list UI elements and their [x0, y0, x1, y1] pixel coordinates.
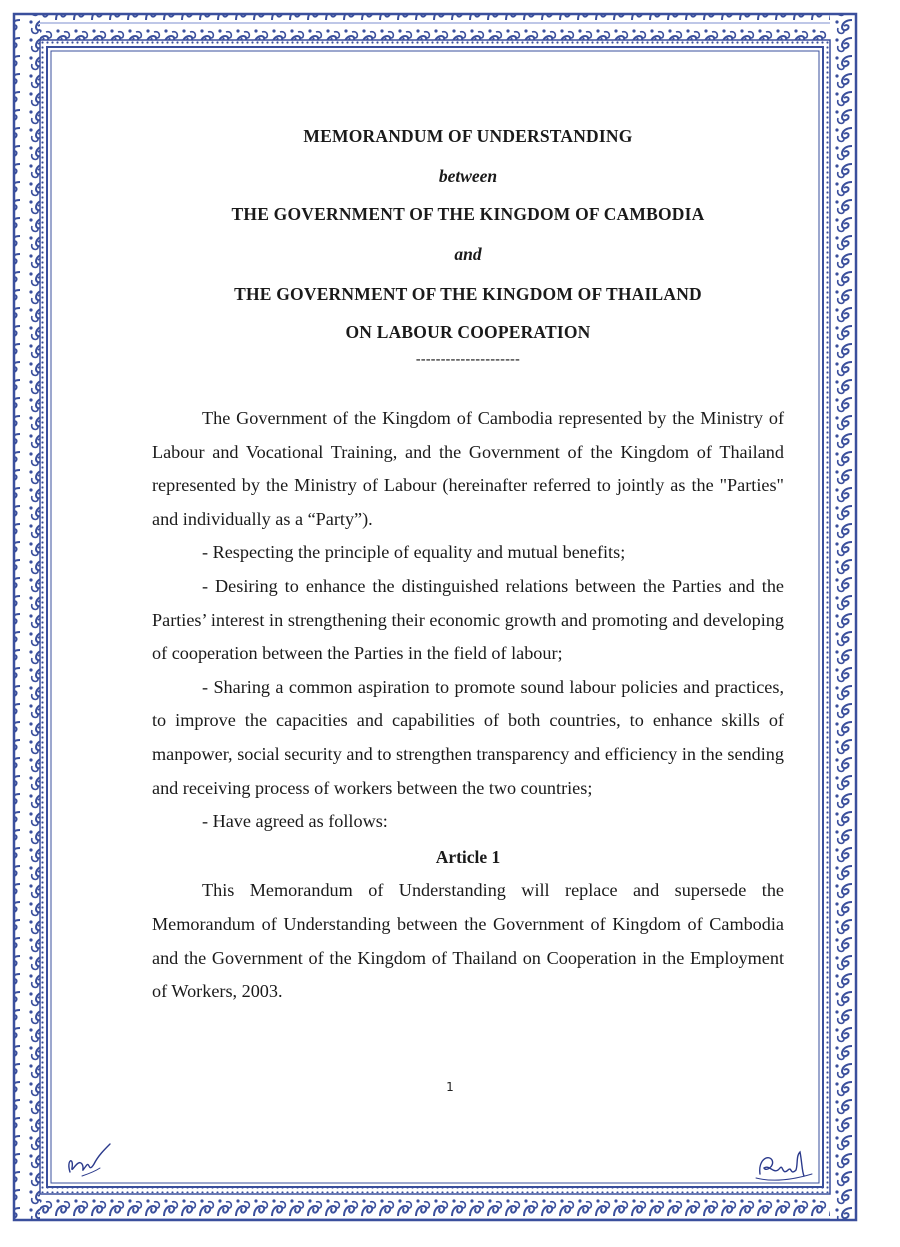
- recital-agreed: - Have agreed as follows:: [202, 811, 388, 832]
- title-cambodia: THE GOVERNMENT OF THE KINGDOM OF CAMBODIA: [231, 204, 705, 224]
- recital-aspiration: - Sharing a common aspiration to promote sound labour policies and practices, to improve the capacities and capabilities of both countries, to enhance skills of manpower, social security and to strengthen transparency and efficiency in the sending and receiving process of workers between the two countries;: [152, 676, 784, 798]
- title-rule: ---------------------: [415, 352, 521, 367]
- right-initials-signature: [752, 1142, 818, 1184]
- left-initials-signature: [60, 1138, 120, 1180]
- article-text: This Memorandum of Understanding will replace and supersede the Memorandum of Understanding between the Government of Kingdom of Cambodia and the Government of the Kingdom of Thailand on Cooperation in the Employment of Workers, 2003.: [152, 880, 784, 1002]
- page-number: 1: [446, 1080, 454, 1094]
- title-thailand: THE GOVERNMENT OF THE KINGDOM OF THAILAND: [234, 284, 702, 304]
- article-heading: Article 1: [435, 846, 501, 867]
- recital-relations: - Desiring to enhance the distinguished relations between the Parties and the Parties’ interest in strengthening their economic growth and promoting and developing of cooperation between the Parties in the field of labour;: [152, 575, 784, 664]
- body-text: [152, 402, 784, 1009]
- preamble-paragraph: The Government of the Kingdom of Cambodia represented by the Ministry of Labour and Vocational Training, and the Government of the Kingdom of Thailand represented by the Ministry of Labour (hereinafter referred to jointly as the "Parties" and individually as a “Party”).: [152, 408, 784, 529]
- title-memorandum: MEMORANDUM OF UNDERSTANDING: [303, 126, 633, 146]
- title-and: and: [454, 244, 482, 264]
- title-labour-cooperation: ON LABOUR COOPERATION: [345, 322, 591, 342]
- title-between: between: [438, 166, 498, 186]
- recital-equality: - Respecting the principle of equality and mutual benefits;: [202, 542, 626, 563]
